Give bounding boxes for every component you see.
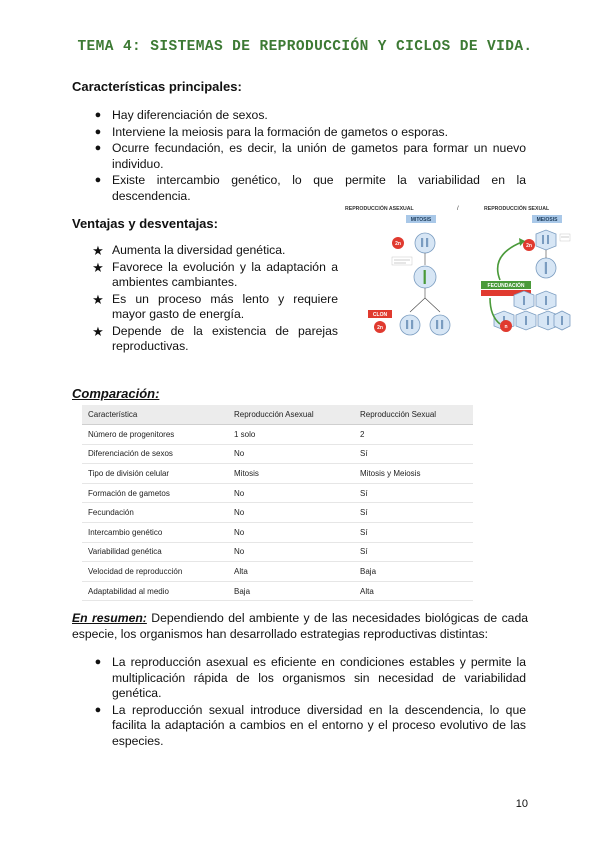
table-cell: Alta bbox=[354, 581, 473, 601]
chromosome-icon bbox=[411, 320, 413, 329]
chromosome-icon bbox=[436, 320, 438, 329]
figure-right-title: REPRODUCCIÓN SEXUAL bbox=[484, 206, 550, 212]
cell-2n-label: 2n bbox=[377, 325, 383, 331]
table-cell: Sí bbox=[354, 444, 473, 464]
comparacion-heading: Comparación: bbox=[72, 386, 160, 401]
chromosome-icon bbox=[545, 262, 547, 274]
table-cell: No bbox=[228, 542, 354, 562]
list-item: ● Hay diferenciación de sexos. bbox=[90, 108, 526, 124]
chromosome-icon bbox=[406, 320, 408, 329]
caracteristicas-list bbox=[90, 108, 526, 204]
table-cell: Sí bbox=[354, 503, 473, 523]
bullet-icon: ● bbox=[94, 703, 102, 716]
table-cell: 1 solo bbox=[228, 425, 354, 445]
spindle-icon bbox=[424, 270, 426, 284]
table-cell: Diferenciación de sexos bbox=[82, 444, 228, 464]
table-cell: Sí bbox=[354, 522, 473, 542]
parent-cell-icon bbox=[415, 233, 435, 253]
table-cell: Baja bbox=[228, 581, 354, 601]
bullet-icon: ● bbox=[94, 174, 102, 186]
table-cell: No bbox=[228, 483, 354, 503]
chromosome-icon bbox=[523, 296, 525, 305]
chromosome-icon bbox=[542, 235, 544, 244]
reproduction-diagram bbox=[340, 200, 572, 346]
table-cell: No bbox=[228, 503, 354, 523]
column-header: Característica bbox=[82, 405, 228, 425]
caracteristicas-heading: Características principales: bbox=[72, 79, 242, 94]
resumen-label: En resumen: bbox=[72, 611, 147, 625]
chromosome-icon bbox=[561, 316, 563, 325]
table-cell: Sí bbox=[354, 542, 473, 562]
meiotic-cell-icon bbox=[536, 230, 556, 250]
bullet-icon: ● bbox=[94, 142, 102, 154]
table-row bbox=[82, 425, 473, 445]
cycle-arrow-icon bbox=[498, 242, 522, 280]
table-row bbox=[82, 464, 473, 484]
list-item: ★ Depende de la existencia de parejas reproductivas. bbox=[90, 324, 338, 355]
star-icon: ★ bbox=[92, 259, 104, 275]
list-item: ● Existe intercambio genético, lo que permite la variabilidad en la descendencia. bbox=[90, 173, 526, 204]
chromosome-icon bbox=[426, 238, 428, 247]
daughter-cell-icon bbox=[400, 315, 420, 335]
table-cell: Variabilidad genética bbox=[82, 542, 228, 562]
table-row bbox=[82, 562, 473, 582]
chromosome-icon bbox=[441, 320, 443, 329]
bullet-icon: ● bbox=[94, 125, 102, 138]
star-icon: ★ bbox=[92, 291, 104, 307]
table-row bbox=[82, 581, 473, 601]
meiosis-label: MEIOSIS bbox=[536, 217, 558, 224]
ventajas-heading: Ventajas y desventajas: bbox=[72, 216, 218, 231]
list-item: ★ Aumenta la diversidad genética. bbox=[90, 243, 338, 259]
resumen-list bbox=[90, 655, 526, 749]
table-cell: Intercambio genético bbox=[82, 522, 228, 542]
column-header: Reproducción Sexual bbox=[354, 405, 473, 425]
annotation-box bbox=[560, 234, 570, 241]
separator-mark: / bbox=[457, 206, 459, 212]
table-cell: No bbox=[228, 522, 354, 542]
cell-2n-label: 2n bbox=[395, 241, 401, 247]
table-cell: Formación de gametos bbox=[82, 483, 228, 503]
table-cell: Sí bbox=[354, 483, 473, 503]
page-number: 10 bbox=[515, 798, 528, 810]
chromosome-icon bbox=[547, 316, 549, 325]
table-cell: Mitosis bbox=[228, 464, 354, 484]
list-item: ● La reproducción asexual es eficiente en condiciones estables y permite la multiplicación rápida de los organismos sin necesidad de variabilidad genética. bbox=[90, 655, 526, 702]
cell-2n-label: 2n bbox=[526, 243, 532, 249]
resumen-text: Dependiendo del ambiente y de las necesidades biológicas de cada especie, los organismos han desarrollado estrategias reproductivas distintas: bbox=[72, 611, 528, 641]
chromosome-icon bbox=[421, 238, 423, 247]
chromosome-icon bbox=[545, 296, 547, 305]
table-cell: Baja bbox=[354, 562, 473, 582]
clon-label: CLON bbox=[372, 312, 388, 319]
table-cell: 2 bbox=[354, 425, 473, 445]
arrow-line bbox=[425, 298, 440, 312]
list-item: ● Interviene la meiosis para la formación de gametos o esporas. bbox=[90, 125, 526, 141]
chromosome-icon bbox=[547, 235, 549, 244]
figure-left-title: REPRODUCCIÓN ASEXUAL bbox=[345, 206, 414, 212]
column-header: Reproducción Asexual bbox=[228, 405, 354, 425]
table-cell: Número de progenitores bbox=[82, 425, 228, 445]
table-cell: Adaptabilidad al medio bbox=[82, 581, 228, 601]
mitosis-label: MITOSIS bbox=[410, 217, 432, 224]
arrow-line bbox=[410, 298, 425, 312]
page-title: TEMA 4: SISTEMAS DE REPRODUCCIÓN Y CICLOS DE VIDA. bbox=[77, 39, 533, 55]
fecundacion-label: FECUNDACIÓN bbox=[487, 283, 525, 290]
star-icon: ★ bbox=[92, 323, 104, 339]
table-row bbox=[82, 483, 473, 503]
table-cell: Alta bbox=[228, 562, 354, 582]
chromosome-icon bbox=[525, 316, 527, 325]
table-cell: No bbox=[228, 444, 354, 464]
cell-n-label: n bbox=[504, 324, 508, 330]
list-item: ● Ocurre fecundación, es decir, la unión de gametos para formar un nuevo individuo. bbox=[90, 141, 526, 172]
comparison-table bbox=[82, 405, 473, 601]
table-row bbox=[82, 522, 473, 542]
list-item: ★ Es un proceso más lento y requiere mayor gasto de energía. bbox=[90, 292, 338, 323]
table-row bbox=[82, 444, 473, 464]
daughter-cell-icon bbox=[430, 315, 450, 335]
resumen-paragraph bbox=[72, 611, 528, 642]
annotation-box bbox=[392, 257, 412, 265]
table-cell: Velocidad de reproducción bbox=[82, 562, 228, 582]
list-item: ★ Favorece la evolución y la adaptación a ambientes cambiantes. bbox=[90, 260, 338, 291]
bullet-icon: ● bbox=[94, 656, 102, 668]
table-row bbox=[82, 542, 473, 562]
star-icon: ★ bbox=[92, 243, 104, 258]
table-row bbox=[82, 503, 473, 523]
ventajas-list bbox=[90, 243, 338, 355]
list-item: ● La reproducción sexual introduce diversidad en la descendencia, lo que facilita la adaptación a cambios en el entorno y el proceso evolutivo de las especies. bbox=[90, 703, 526, 750]
table-cell: Fecundación bbox=[82, 503, 228, 523]
bullet-icon: ● bbox=[94, 109, 102, 121]
table-cell: Mitosis y Meiosis bbox=[354, 464, 473, 484]
table-header-row bbox=[82, 405, 473, 425]
table-cell: Tipo de división celular bbox=[82, 464, 228, 484]
